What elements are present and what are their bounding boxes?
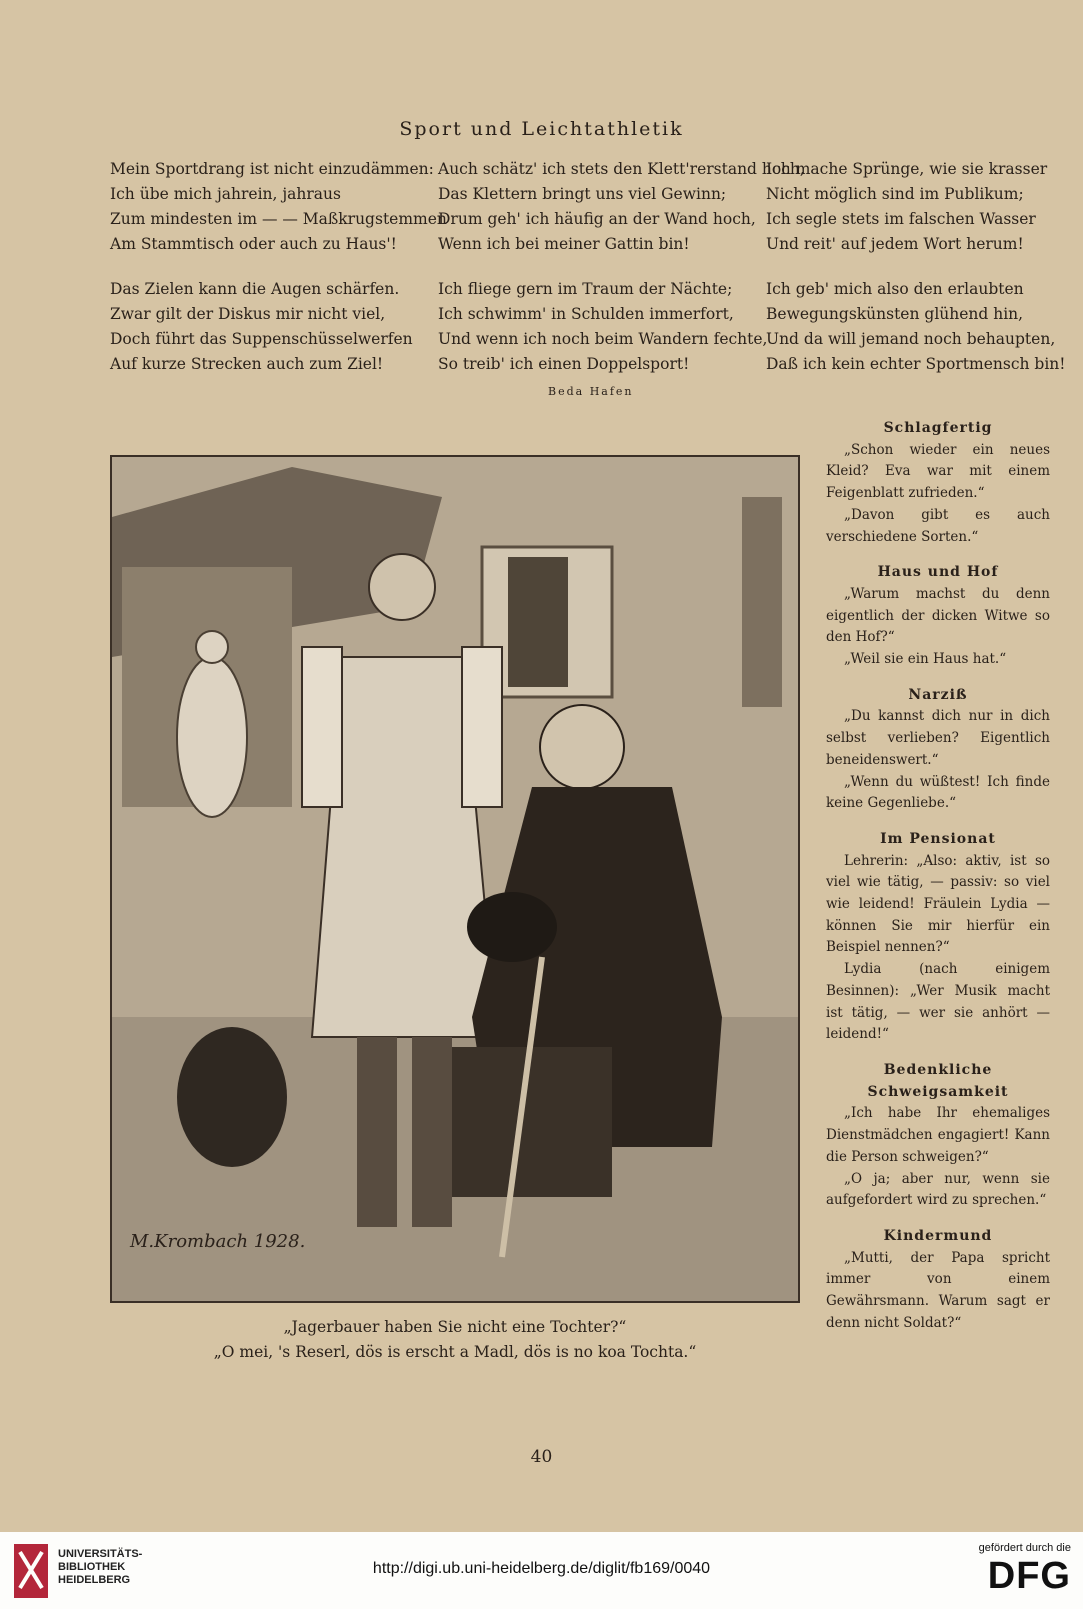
joke-title: Schlagfertig	[883, 420, 993, 436]
joke	[826, 562, 1050, 671]
poem-line: Auf kurze Strecken auch zum Ziel!	[110, 355, 384, 373]
dfg-logo: DFG	[987, 1555, 1071, 1597]
joke-paragraph: „Schon wieder ein neues Kleid? Eva war mit einem Feigenblatt zufrieden.“	[826, 441, 1050, 502]
caption-line: „O mei, 's Reserl, dös is erscht a Madl, dös is no koa Tochta.“	[213, 1343, 697, 1361]
joke-title: Narziß	[908, 686, 968, 703]
poem-line: Daß ich kein echter Sportmensch bin!	[766, 355, 1066, 373]
funder	[979, 1542, 1071, 1598]
poem-line: Am Stammtisch oder auch zu Haus'!	[110, 235, 397, 253]
poem-stanza	[438, 277, 767, 377]
poem-line: Ich geb' mich also den erlaubten	[766, 280, 1024, 298]
joke-paragraph: „Warum machst du denn eigentlich der dicken Witwe so den Hof?“	[826, 585, 1050, 646]
joke-paragraph: „Davon gibt es auch verschiedene Sorten.“	[826, 506, 1050, 545]
poem-line: Das Zielen kann die Augen schärfen.	[110, 280, 400, 298]
joke	[826, 1226, 1050, 1335]
poem-stanza	[110, 157, 447, 257]
page-title: Sport und Leichtathletik	[399, 118, 684, 140]
joke-paragraph: „O ja; aber nur, wenn sie aufgefordert wird zu sprechen.“	[826, 1170, 1050, 1209]
poem-line: Drum geh' ich häufig an der Wand hoch,	[438, 210, 756, 228]
poem-line: Wenn ich bei meiner Gattin bin!	[438, 235, 690, 253]
poem-line: Und da will jemand noch behaupten,	[766, 330, 1056, 348]
page-number: 40	[530, 1447, 553, 1467]
joke-paragraph: „Wenn du wüßtest! Ich finde keine Gegenliebe.“	[826, 773, 1050, 812]
poem-stanza	[766, 157, 1047, 257]
poem-line: Doch führt das Suppenschüsselwerfen	[110, 330, 413, 348]
joke-paragraph: Lehrerin: „Also: aktiv, ist so viel wie tätig, — passiv: so viel wie leidend! Fräulein Lydia — können Sie mir hierfür ein Beispiel nennen?“	[826, 852, 1050, 956]
poem-stanza	[438, 157, 805, 257]
library-name-line: UNIVERSITÄTS-	[58, 1548, 143, 1560]
poem-stanza	[766, 277, 1066, 377]
library-name-line: HEIDELBERG	[58, 1574, 131, 1586]
joke-paragraph: „Mutti, der Papa spricht immer von einem Gewährsmann. Warum sagt er denn nicht Soldat?“	[826, 1249, 1050, 1331]
joke	[826, 1060, 1050, 1212]
joke-title: Im Pensionat	[880, 830, 996, 847]
caption-line: „Jagerbauer haben Sie nicht eine Tochter?“	[283, 1318, 627, 1336]
joke-paragraph: Lydia (nach einigem Besinnen): „Wer Musik macht ist tätig, — wer sie anhört — leidend!“	[826, 961, 1050, 1043]
poem-line: Nicht möglich sind im Publikum;	[766, 185, 1024, 203]
joke	[826, 418, 1050, 548]
funder-note: gefördert durch die	[978, 1542, 1071, 1554]
poem-line: Auch schätz' ich stets den Klett'rerstand hoch,	[438, 160, 805, 178]
poem-line: Ich übe mich jahrein, jahraus	[110, 185, 341, 203]
artist-signature: M.Krombach 1928.	[130, 1231, 306, 1252]
joke-title: Bedenkliche Schweigsamkeit	[867, 1061, 1009, 1100]
poem-line: Ich segle stets im falschen Wasser	[766, 210, 1036, 228]
jokes-column	[826, 418, 1050, 1334]
poem-line: Ich mache Sprünge, wie sie krasser	[766, 160, 1048, 178]
illustration	[110, 455, 800, 1303]
joke	[826, 685, 1050, 815]
poem-line: Ich fliege gern im Traum der Nächte;	[438, 280, 733, 298]
joke-paragraph: „Weil sie ein Haus hat.“	[844, 651, 1007, 668]
poem-line: Bewegungskünsten glühend hin,	[766, 305, 1024, 323]
poem-line: Zum mindesten im — — Maßkrugstemmen	[110, 210, 447, 228]
permalink-url[interactable]: http://digi.ub.uni-heidelberg.de/diglit/fb169/0040	[372, 1560, 711, 1577]
library-name-line: BIBLIOTHEK	[58, 1561, 126, 1573]
joke-title: Haus und Hof	[877, 564, 999, 581]
viewer-footer	[0, 1532, 1083, 1609]
poem-line: So treib' ich einen Doppelsport!	[438, 355, 690, 373]
joke-title: Kindermund	[883, 1227, 993, 1244]
poem-line: Und reit' auf jedem Wort herum!	[766, 235, 1024, 253]
poem-stanza	[110, 277, 413, 377]
joke-paragraph: „Du kannst dich nur in dich selbst verlieben? Eigentlich beneidenswert.“	[826, 708, 1050, 768]
poem-author: Beda Hafen	[548, 385, 634, 398]
poem-line: Und wenn ich noch beim Wandern fechte,	[438, 330, 768, 348]
joke-paragraph: „Ich habe Ihr ehemaliges Dienstmädchen engagiert! Kann die Person schweigen?“	[826, 1105, 1050, 1165]
poem-line: Das Klettern bringt uns viel Gewinn;	[438, 185, 727, 203]
poem-line: Ich schwimm' in Schulden immerfort,	[438, 305, 734, 323]
joke	[826, 829, 1050, 1046]
illustration-drawing	[112, 457, 798, 1301]
poem-line: Mein Sportdrang ist nicht einzudämmen:	[110, 160, 434, 178]
poem-line: Zwar gilt der Diskus mir nicht viel,	[110, 305, 386, 323]
